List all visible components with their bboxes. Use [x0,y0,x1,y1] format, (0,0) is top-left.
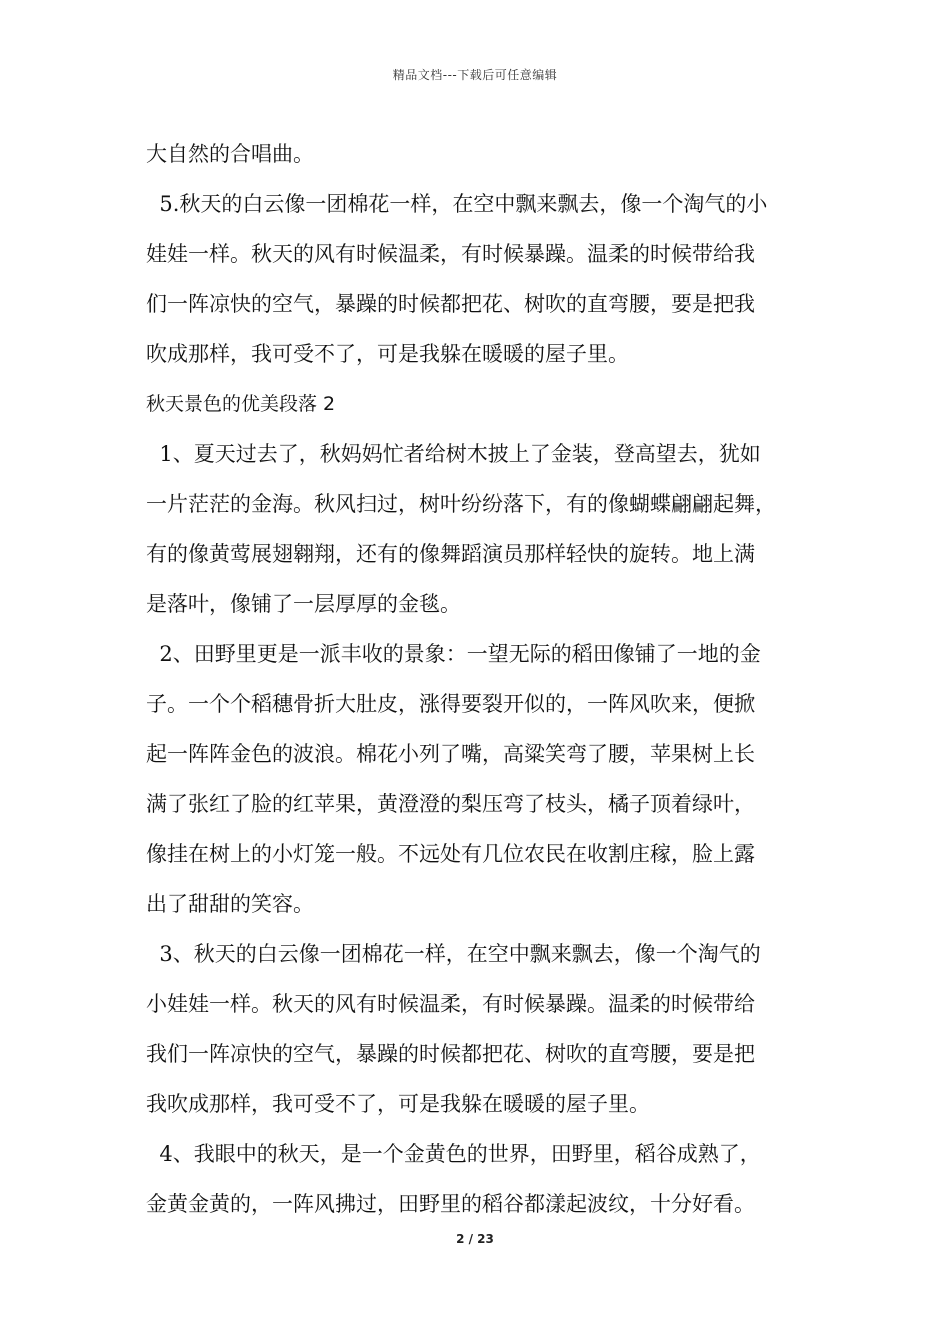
paragraph-line: 吹成那样，我可受不了，可是我躲在暖暖的屋子里。 [146,342,629,366]
paragraph-line: 是落叶，像铺了一层厚厚的金毯。 [146,592,461,616]
paragraph [146,129,814,179]
paragraph-line: 满了张红了脸的红苹果，黄澄澄的梨压弯了枝头，橘子顶着绿叶， [146,792,755,816]
paragraph [146,629,814,929]
document-body [146,129,814,1229]
paragraph-line: 4、我眼中的秋天，是一个金黄色的世界，田野里，稻谷成熟了， [146,1142,761,1166]
paragraph-line: 我吹成那样，我可受不了，可是我躲在暖暖的屋子里。 [146,1092,650,1116]
paragraph-line: 娃娃一样。秋天的风有时候温柔，有时候暴躁。温柔的时候带给我 [146,242,755,266]
paragraph [146,179,814,379]
paragraph-line: 1、夏天过去了，秋妈妈忙者给树木披上了金装，登高望去，犹如 [146,442,761,466]
paragraph-line: 们一阵凉快的空气，暴躁的时候都把花、树吹的直弯腰，要是把我 [146,292,755,316]
paragraph-line: 3、秋天的白云像一团棉花一样，在空中飘来飘去，像一个淘气的 [146,942,761,966]
heading-text: 秋天景色的优美段落 2 [146,393,336,415]
paragraph [146,429,814,629]
paragraph-line: 我们一阵凉快的空气，暴躁的时候都把花、树吹的直弯腰，要是把 [146,1042,755,1066]
paragraph-line: 出了甜甜的笑容。 [146,892,314,916]
paragraph-line: 像挂在树上的小灯笼一般。不远处有几位农民在收割庄稼，脸上露 [146,842,755,866]
paragraph-line: 小娃娃一样。秋天的风有时候温柔，有时候暴躁。温柔的时候带给 [146,992,755,1016]
paragraph-line: 5.秋天的白云像一团棉花一样，在空中飘来飘去，像一个淘气的小 [146,192,768,216]
paragraph-line: 2、田野里更是一派丰收的景象：一望无际的稻田像铺了一地的金 [146,642,761,666]
paragraph-line: 一片茫茫的金海。秋风扫过，树叶纷纷落下，有的像蝴蝶翩翩起舞， [146,492,776,516]
paragraph-line: 有的像黄莺展翅翱翔，还有的像舞蹈演员那样轻快的旋转。地上满 [146,542,755,566]
section-heading [146,379,814,429]
page-header: 精品文档---下载后可任意编辑 [392,68,558,82]
paragraph [146,929,814,1129]
page-number: 2 / 23 [456,1232,494,1246]
paragraph-line: 大自然的合唱曲。 [146,142,314,166]
paragraph-line: 起一阵阵金色的波浪。棉花小列了嘴，高粱笑弯了腰，苹果树上长 [146,742,755,766]
paragraph [146,1129,814,1229]
paragraph-line: 子。一个个稻穗骨折大肚皮，涨得要裂开似的，一阵风吹来，便掀 [146,692,755,716]
paragraph-line: 金黄金黄的，一阵风拂过，田野里的稻谷都漾起波纹，十分好看。 [146,1192,755,1216]
